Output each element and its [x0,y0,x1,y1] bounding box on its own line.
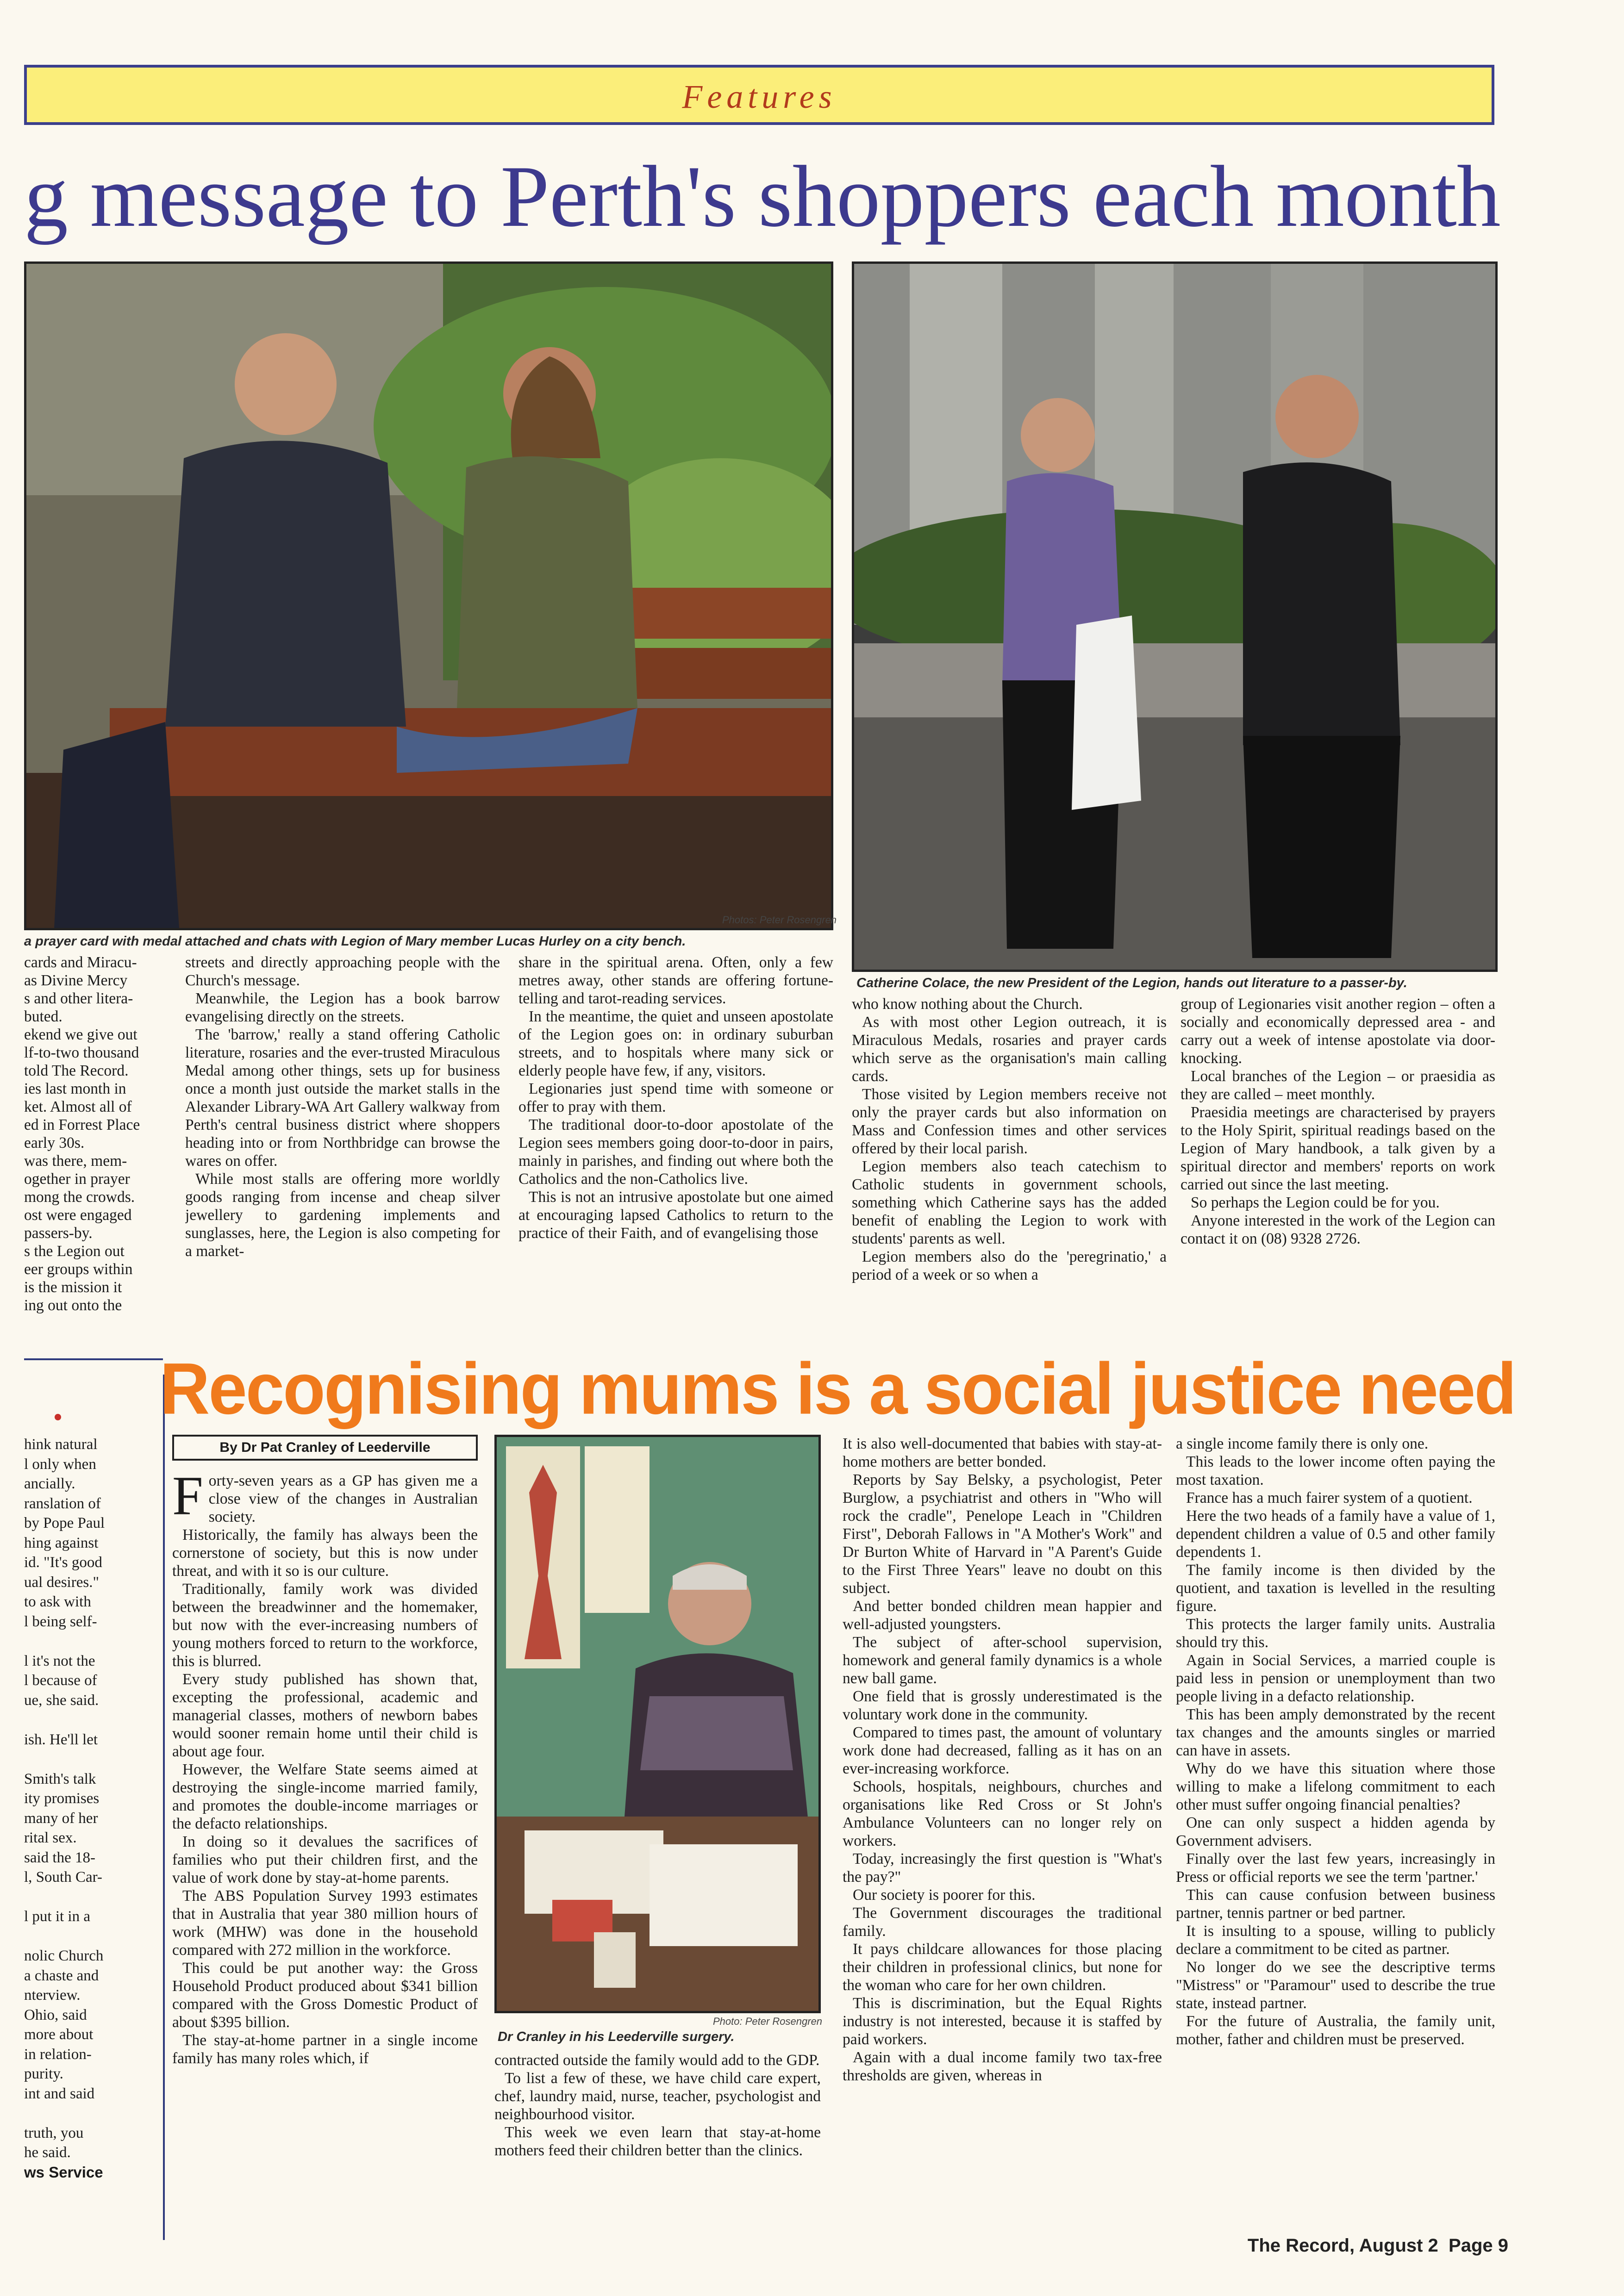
paragraph: This week we even learn that stay-at-home mothers feed their children better than the clinics. [494,2124,821,2159]
sidebar-line: ity promises [24,1790,100,1807]
sidebar-line: l because of [24,1672,97,1689]
article1-col1-line: was there, mem- [24,1152,127,1170]
article1-col1-line: ies last month in [24,1080,126,1097]
sidebar-line: many of her [24,1810,98,1827]
article2-col1 [172,1472,478,2231]
paragraph: This is discrimination, but the Equal Rights industry is not interested, because it is staffed by paid workers. [843,1995,1162,2048]
article1-col1-line: as Divine Mercy [24,972,128,989]
sidebar-line: purity. [24,2066,63,2082]
article1-col1-line: eer groups within [24,1261,133,1278]
article1-col5 [1181,995,1495,1333]
paragraph: One can only suspect a hidden agenda by Government advisers. [1176,1814,1495,1849]
article1-col1-line: ket. Almost all of [24,1098,132,1115]
paragraph: However, the Welfare State seems aimed at destroying the single-income married family, and promotes the double-income marriages or the defacto relationships. [172,1761,478,1832]
paragraph: This protects the larger family units. Australia should try this. [1176,1616,1495,1651]
paragraph: So perhaps the Legion could be for you. [1191,1194,1440,1211]
drop-cap: F [172,1472,203,1526]
paragraph: share in the spiritual arena. Often, only a few metres away, other stands are offering fortune-telling and tarot-reading services. [518,954,833,1007]
sidebar-line [24,1927,158,1947]
sidebar-line: ranslation of [24,1495,101,1512]
article1-col1-line: ing out onto the [24,1297,122,1314]
paragraph: Compared to times past, the amount of voluntary work done had decreased, falling as it has on an ever-increasing workforce. [843,1724,1162,1777]
sidebar-line: id. "It's good [24,1554,102,1571]
article1-col1-line: early 30s. [24,1134,85,1151]
sidebar-line: ws Service [24,2163,103,2181]
paragraph: Finally over the last few years, increasingly in Press or official reports we see the term 'partner.' [1176,1850,1495,1885]
paragraph: The stay-at-home partner in a single income family has many roles which, if [172,2032,478,2067]
sidebar-line: nolic Church [24,1948,104,1964]
article1-col1-line: is the mission it [24,1279,122,1296]
photo-dr-cranley-image [497,1437,818,2011]
paragraph: Again in Social Services, a married couple is paid less in pension or unemployment than two people living in a defacto relationship. [1176,1652,1495,1705]
section-label: Features [682,78,837,115]
sidebar-fragment [24,1435,158,2231]
paragraph: France has a much fairer system of a quotient. [1186,1489,1473,1506]
paragraph: This could be put another way: the Gross Household Product produced about $341 billion compared with the Gross Domestic Product of about $395 billion. [172,1960,478,2031]
paragraph: group of Legionaries visit another region – often a socially and economically depressed area - and carry out a week of intense apostolate via door-knocking. [1181,996,1495,1067]
sidebar-line: to ask with [24,1593,91,1610]
sidebar-line: hing against [24,1534,99,1551]
paragraph: The family income is then divided by the quotient, and taxation is levelled in the resulting figure. [1176,1562,1495,1615]
paragraph: Historically, the family has always been the cornerstone of society, but this is now under threat, and with it so is our culture. [172,1526,478,1580]
article1-col1-line: ed in Forrest Place [24,1116,140,1133]
photo-caption-2: Catherine Colace, the new President of the Legion, hands out literature to a passer-by. [856,976,1407,990]
article1-col1-line: lf-to-two thousand [24,1044,139,1061]
photo-bench-image [26,264,831,928]
paragraph: Every study published has shown that, excepting the professional, academic and managerial classes, mothers of newborn babes would sooner remain home until their child is about age four. [172,1671,478,1760]
paragraph: Again with a dual income family two tax-free thresholds are given, whereas in [843,2049,1162,2084]
paragraph: Why do we have this situation where those willing to make a lifelong commitment to each other must suffer ongoing financial penalties? [1176,1760,1495,1813]
sidebar-line [24,1710,158,1730]
paragraph: Anyone interested in the work of the Legion can contact it on (08) 9328 2726. [1181,1212,1495,1247]
sidebar-line: Ohio, said [24,2006,87,2023]
headline-top: g message to Perth's shoppers each month [24,148,1501,245]
byline: By Dr Pat Cranley of Leederville [172,1435,478,1461]
paragraph: Those visited by Legion members receive not only the prayer cards but also information on Mass and Confession times and other services offered by their local parish. [852,1086,1167,1157]
paragraph: who know nothing about the Church. [852,996,1083,1013]
headline-mums: Recognising mums is a social justice need [160,1347,1515,1430]
paragraph: To list a few of these, we have child care expert, chef, laundry maid, nurse, teacher, psychologist and neighbourhood visitor. [494,2070,821,2123]
sidebar-line: by Pope Paul [24,1515,105,1531]
paragraph: Praesidia meetings are characterised by prayers to the Holy Spirit, spiritual readings based on the Legion of Mary handbook, a talk given by a spiritual director and members' reports on work carried out since the last meeting. [1181,1104,1495,1193]
sidebar-line: l only when [24,1456,96,1473]
sidebar-line: l put it in a [24,1908,90,1925]
photo-dr-cranley [494,1435,821,2013]
paragraph: Schools, hospitals, neighbours, churches and organisations like Red Cross or St John's Ambulance Volunteers can no longer rely on workers. [843,1778,1162,1849]
paragraph: orty-seven years as a GP has given me a close view of the changes in Australian society. [208,1472,478,1525]
article1-col1-line: s and other litera- [24,990,133,1007]
paragraph: For the future of Australia, the family unit, mother, father and children must be preserved. [1176,2013,1495,2048]
paragraph: This has been amply demonstrated by the recent tax changes and the amounts singles or married can have in assets. [1176,1706,1495,1759]
paragraph: Reports by Say Belsky, a psychologist, Peter Burglow, a psychiatrist and others in "Who will rock the cradle", Penelope Leach in "Children First", Deborah Fallows in "A Mother's Work" and Dr Burton White of Harvard in "A Parent's Guide to the First Three Years" leave no doubt on this subject. [843,1471,1162,1597]
article1-col1 [24,953,177,1333]
sidebar-line: ish. He'll let [24,1731,98,1748]
paragraph: Local branches of the Legion – or praesidia as they are called – meet monthly. [1181,1068,1495,1103]
article2-col4 [1176,1435,1495,2231]
sidebar-line: ue, she said. [24,1692,99,1709]
paragraph: Legion members also do the 'peregrinatio,' a period of a week or so when a [852,1248,1167,1283]
paragraph: No longer do we see the descriptive terms "Mistress" or "Paramour" used to describe the true state, instead partner. [1176,1959,1495,2012]
paragraph: Here the two heads of a family have a value of 1, dependent children a value of 0.5 and other family dependents 1. [1176,1507,1495,1561]
paragraph: This leads to the lower income often paying the most taxation. [1176,1453,1495,1488]
sidebar-line: in relation- [24,2046,92,2063]
paragraph: It pays childcare allowances for those placing their children in professional clinics, but none for the woman who care for her own children. [843,1941,1162,1994]
sidebar-line [24,2103,158,2123]
sidebar-line: truth, you [24,2124,84,2141]
paragraph: This can cause confusion between business partner, tennis partner or bed partner. [1176,1886,1495,1922]
sidebar-line: l being self- [24,1613,97,1630]
paragraph: Traditionally, family work was divided between the breadwinner and the homemaker, but now with the ever-increasing numbers of young mothers forced to return to the workforce, this is blurred. [172,1580,478,1670]
article1-col1-line: passers-by. [24,1225,93,1242]
paragraph: This is not an intrusive apostolate but one aimed at encouraging lapsed Catholics to return to the practice of their Faith, and of evangelising those [518,1188,833,1242]
paragraph: It is insulting to a spouse, willing to publicly declare a commitment to be cited as partner. [1176,1923,1495,1958]
article1-col4 [852,995,1167,1333]
sidebar-line: rital sex. [24,1829,77,1846]
article1-col1-line: told The Record. [24,1062,129,1079]
sidebar-line: ual desires." [24,1574,99,1591]
article2-col3 [843,1435,1162,2231]
article1-col1-line: ekend we give out [24,1026,137,1043]
paragraph: And better bonded children mean happier and well-adjusted youngsters. [843,1598,1162,1633]
paragraph: In the meantime, the quiet and unseen apostolate of the Legion goes on: in ordinary suburban streets, and to hospitals where many sick or elderly people have few, if any, visitors. [518,1008,833,1079]
sidebar-divider-horizontal [24,1358,163,1360]
article1-col1-line: mong the crowds. [24,1188,135,1206]
sidebar-line: said the 18- [24,1849,95,1866]
sidebar-line [24,1631,158,1651]
sidebar-line: nterview. [24,1987,81,2004]
article1-col1-line: buted. [24,1008,62,1025]
photo-legion-president [852,261,1498,972]
paragraph: While most stalls are offering more worldly goods ranging from incense and cheap silver jewellery to gardening implements and sunglasses, here, the Legion is also competing for a market- [185,1170,500,1260]
sidebar-line: he said. [24,2144,71,2161]
paragraph: contracted outside the family would add to the GDP. [494,2052,820,2069]
sidebar-line: l, South Car- [24,1869,102,1885]
paragraph: Meanwhile, the Legion has a book barrow evangelising directly on the streets. [185,990,500,1025]
sidebar-line: int and said [24,2085,95,2102]
paragraph: The traditional door-to-door apostolate of the Legion sees members going door-to-door in pairs, mainly in parishes, and finding out where both the Catholics and the non-Catholics live. [518,1116,833,1188]
paragraph: Legion members also teach catechism to Catholic students in government schools, something which Catherine says has the added benefit of enabling the Legion to work with students' parents as well. [852,1158,1167,1247]
paragraph: Legionaries just spend time with someone or offer to pray with them. [518,1080,833,1115]
sidebar-line [24,1887,158,1907]
photo-credit-2: Photo: Peter Rosengren [713,2016,823,2027]
paragraph: streets and directly approaching people with the Church's message. [185,954,500,989]
paragraph: One field that is grossly underestimated is the voluntary work done in the community. [843,1688,1162,1723]
sidebar-divider-vertical [163,1375,165,2240]
paragraph: Today, increasingly the first question is "What's the pay?" [843,1850,1162,1885]
paragraph: a single income family there is only one. [1176,1435,1429,1452]
red-dot-icon [55,1414,61,1420]
article1-col2 [185,953,500,1333]
paragraph: In doing so it devalues the sacrifices of families who put their children first, and the value of work done by stay-at-home parents. [172,1833,478,1886]
sidebar-line: ancially. [24,1475,75,1492]
sidebar-line: more about [24,2026,94,2043]
sidebar-line: a chaste and [24,1967,99,1984]
sidebar-line: hink natural [24,1436,98,1453]
photo-caption-3: Dr Cranley in his Leederville surgery. [498,2029,735,2044]
article1-col1-line: s the Legion out [24,1243,125,1260]
section-band [24,65,1494,125]
photo-bench [24,261,833,930]
paragraph: The Government discourages the traditional family. [843,1904,1162,1940]
paragraph: As with most other Legion outreach, it is Miraculous Medals, rosaries and prayer cards which serve as the organisation's main calling cards. [852,1014,1167,1085]
paragraph: Our society is poorer for this. [853,1886,1036,1904]
sidebar-line: Smith's talk [24,1770,96,1787]
paragraph: It is also well-documented that babies with stay-at-home mothers are better bonded. [843,1435,1162,1470]
article1-col1-line: ost were engaged [24,1207,132,1224]
sidebar-line: l it's not the [24,1652,95,1669]
sidebar-line [24,1749,158,1769]
page-footer: The Record, August 2 Page 9 [1247,2235,1508,2256]
article1-col3 [518,953,833,1333]
photo-caption-1: a prayer card with medal attached and chats with Legion of Mary member Lucas Hurley on a city bench. [24,934,686,949]
paragraph: The subject of after-school supervision, homework and general family dynamics is a whole new ball game. [843,1634,1162,1687]
article1-col1-line: cards and Miracu- [24,954,137,971]
article1-col1-line: ogether in prayer [24,1170,130,1188]
photo-legion-image [854,264,1495,970]
article2-col2 [494,2051,821,2232]
paragraph: The ABS Population Survey 1993 estimates that in Australia that year 380 million hours of work (MHW) was done in the household compared with 272 million in the workforce. [172,1887,478,1959]
photo-credit-1: Photos: Peter Rosengren [722,914,837,926]
paragraph: The 'barrow,' really a stand offering Catholic literature, rosaries and the ever-trusted Miraculous Medal among other things, sets up for business once a month just outside the market stalls in the Alexander Library-WA Art Gallery walkway from Perth's central business district where shoppers heading into or from Northbridge can browse the wares on offer. [185,1026,500,1170]
